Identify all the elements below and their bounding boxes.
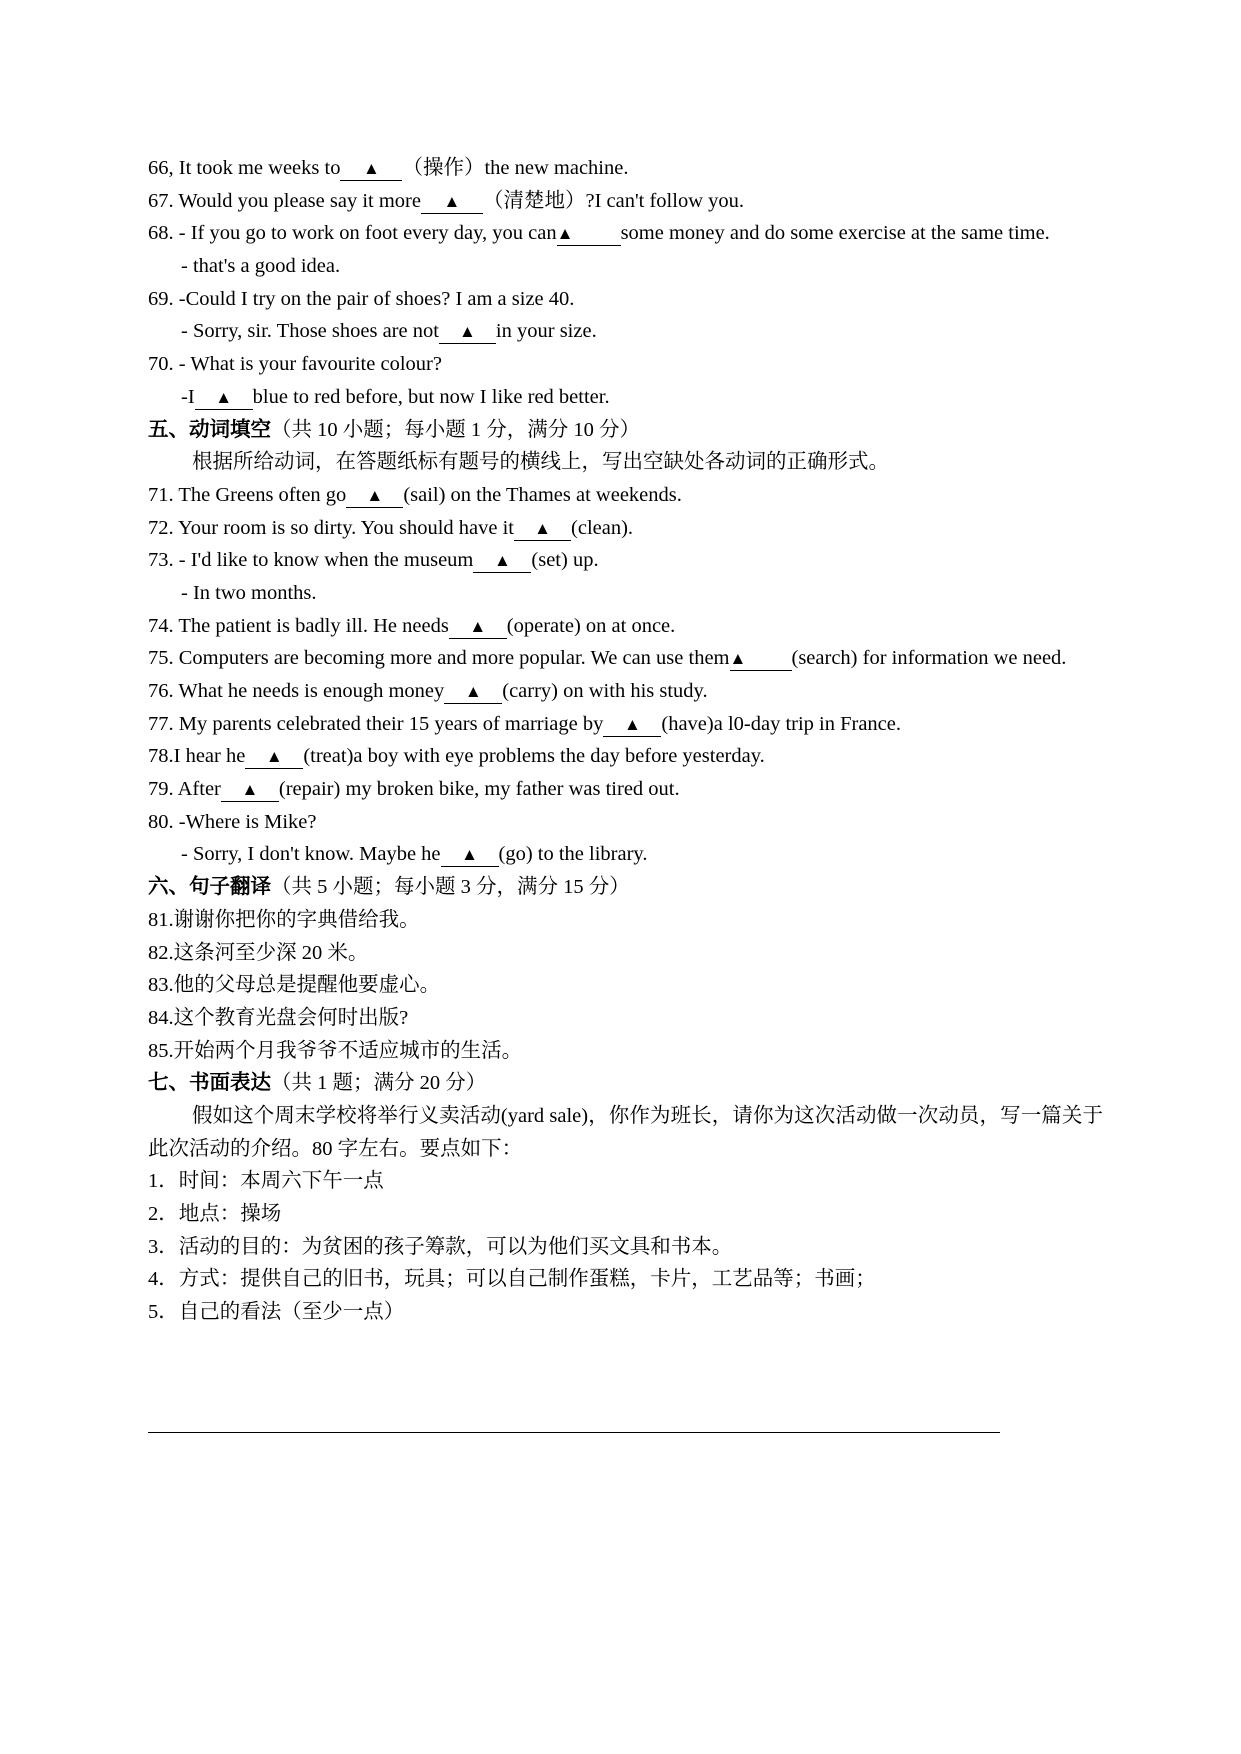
triangle-icon: ▲ [623, 714, 641, 734]
section-6-heading [148, 871, 1103, 904]
q74-answer-blank[interactable] [449, 615, 507, 639]
q70-answer-blank[interactable] [195, 386, 253, 410]
q66-text-before: 66, It took me weeks to [148, 157, 341, 179]
triangle-icon: ▲ [469, 616, 487, 636]
q68-answer-blank[interactable] [557, 222, 621, 246]
section-5-instruction: 根据所给动词，在答题纸标有题号的横线上，写出空缺处各动词的正确形式。 [192, 451, 889, 474]
question-69 [148, 315, 1103, 348]
question-78 [148, 740, 1103, 773]
q68-text-after: some money and do some exercise at the same time. [620, 222, 1050, 245]
q80-text-before: - Sorry, I don't know. Maybe he [181, 843, 441, 866]
translation-item: 85.开始两个月我爷爷不适应城市的生活。 [148, 1039, 523, 1062]
q71-answer-blank[interactable] [346, 484, 403, 508]
q76-answer-blank[interactable] [444, 680, 502, 704]
q73-answer-blank[interactable] [473, 549, 531, 573]
triangle-icon: ▲ [265, 747, 283, 767]
q79-answer-blank[interactable] [221, 778, 279, 802]
q75-answer-blank[interactable] [730, 647, 792, 671]
q80-answer-blank[interactable] [441, 843, 499, 867]
translation-item: 83.他的父母总是提醒他要虚心。 [148, 974, 441, 997]
q70-question: 70. - What is your favourite colour? [148, 353, 442, 376]
question-66 [148, 152, 1103, 185]
q67-text-before: 67. Would you please say it more [148, 189, 421, 212]
writing-point: 1．时间：本周六下午一点 [148, 1170, 384, 1193]
q66-answer-blank[interactable] [340, 157, 402, 181]
question-70 [148, 381, 1103, 414]
q80-question: 80. -Where is Mike? [148, 810, 317, 833]
q77-text-after: (have)a l0-day trip in France. [661, 712, 902, 735]
exam-page [148, 152, 1103, 1329]
q68-reply: - that's a good idea. [181, 255, 341, 278]
q75-text-after: (search) for information we need. [791, 647, 1067, 670]
q72-answer-blank[interactable] [514, 517, 571, 541]
question-76 [148, 675, 1103, 708]
question-79 [148, 773, 1103, 806]
q74-text-after: (operate) on at once. [506, 614, 676, 637]
q76-text-after: (carry) on with his study. [502, 680, 708, 703]
q73-text-after: (set) up. [531, 549, 599, 572]
section-7-heading [148, 1067, 1103, 1100]
writing-point: 4．方式：提供自己的旧书，玩具；可以自己制作蛋糕，卡片，工艺品等；书画； [148, 1268, 876, 1291]
section-5-title: 五、动词填空 [148, 418, 271, 441]
q67-text-after: （清楚地）?I can't follow you. [482, 189, 745, 212]
q76-text-before: 76. What he needs is enough money [148, 680, 445, 703]
triangle-icon: ▲ [215, 387, 233, 407]
triangle-icon: ▲ [556, 224, 574, 244]
q67-answer-blank[interactable] [421, 190, 483, 214]
q74-text-before: 74. The patient is badly ill. He needs [148, 614, 449, 637]
q73-reply: - In two months. [181, 581, 317, 604]
translation-item: 82.这条河至少深 20 米。 [148, 941, 369, 964]
writing-answer-line[interactable] [148, 1432, 1000, 1433]
q71-text-after: (sail) on the Thames at weekends. [403, 483, 682, 506]
triangle-icon: ▲ [493, 551, 511, 571]
q69-question: 69. -Could I try on the pair of shoes? I am a size 40. [148, 287, 575, 310]
writing-point: 2．地点：操场 [148, 1203, 282, 1226]
triangle-icon: ▲ [534, 518, 551, 538]
q75-text-before: 75. Computers are becoming more and more popular. We can use them [148, 647, 730, 670]
triangle-icon: ▲ [464, 682, 482, 702]
q68-text-before: 68. - If you go to work on foot every day, you can [148, 222, 557, 245]
q78-text-after: (treat)a boy with eye problems the day before yesterday. [303, 745, 765, 768]
section-6-title: 六、句子翻译 [148, 876, 271, 899]
q69-text-before: - Sorry, sir. Those shoes are not [181, 320, 439, 343]
triangle-icon: ▲ [729, 649, 747, 669]
q77-text-before: 77. My parents celebrated their 15 years of marriage by [148, 712, 604, 735]
section-7-title: 七、书面表达 [148, 1072, 271, 1095]
question-74 [148, 610, 1103, 643]
triangle-icon: ▲ [363, 159, 380, 178]
triangle-icon: ▲ [443, 191, 461, 211]
question-80 [148, 838, 1103, 871]
triangle-icon: ▲ [459, 322, 476, 342]
q69-answer-blank[interactable] [439, 320, 496, 344]
translation-item: 84.这个教育光盘会何时出版? [148, 1006, 409, 1029]
question-68 [148, 217, 1103, 250]
section-6-info: （共 5 小题；每小题 3 分，满分 15 分） [271, 876, 630, 899]
q71-text-before: 71. The Greens often go [148, 483, 347, 506]
writing-point: 3．活动的目的：为贫困的孩子筹款，可以为他们买文具和书本。 [148, 1235, 733, 1258]
q69-text-after: in your size. [495, 320, 597, 343]
q72-text-after: (clean). [571, 516, 634, 539]
q72-text-before: 72. Your room is so dirty. You should have it [148, 516, 515, 539]
section-7-info: （共 1 题；满分 20 分） [271, 1072, 487, 1095]
triangle-icon: ▲ [461, 845, 478, 865]
triangle-icon: ▲ [366, 485, 384, 505]
section-5-heading [148, 414, 1103, 447]
section-7-prompt: 假如这个周末学校将举行义卖活动(yard sale)，你作为班长，请你为这次活动做一次动员，写一篇关于此次活动的介绍。80 字左右。要点如下： [148, 1104, 1103, 1160]
q70-text-after: blue to red before, but now I like red better. [252, 385, 610, 408]
question-77 [148, 708, 1103, 741]
q70-text-before: -I [181, 385, 195, 408]
question-73 [148, 544, 1103, 577]
q78-answer-blank[interactable] [245, 745, 303, 769]
q66-text-after: （操作）the new machine. [402, 157, 629, 179]
question-71 [148, 479, 1103, 512]
question-72 [148, 512, 1103, 545]
q77-answer-blank[interactable] [603, 713, 661, 737]
translation-item: 81.谢谢你把你的字典借给我。 [148, 908, 420, 931]
section-5-info: （共 10 小题；每小题 1 分，满分 10 分） [271, 418, 640, 441]
q80-text-after: (go) to the library. [498, 843, 648, 866]
q78-text-before: 78.I hear he [148, 745, 246, 768]
q73-text-before: 73. - I'd like to know when the museum [148, 549, 474, 572]
question-75 [148, 642, 1103, 675]
q79-text-after: (repair) my broken bike, my father was tired out. [278, 778, 680, 801]
q79-text-before: 79. After [148, 778, 221, 801]
triangle-icon: ▲ [241, 780, 259, 800]
question-67 [148, 185, 1103, 218]
writing-point: 5．自己的看法（至少一点） [148, 1301, 405, 1324]
